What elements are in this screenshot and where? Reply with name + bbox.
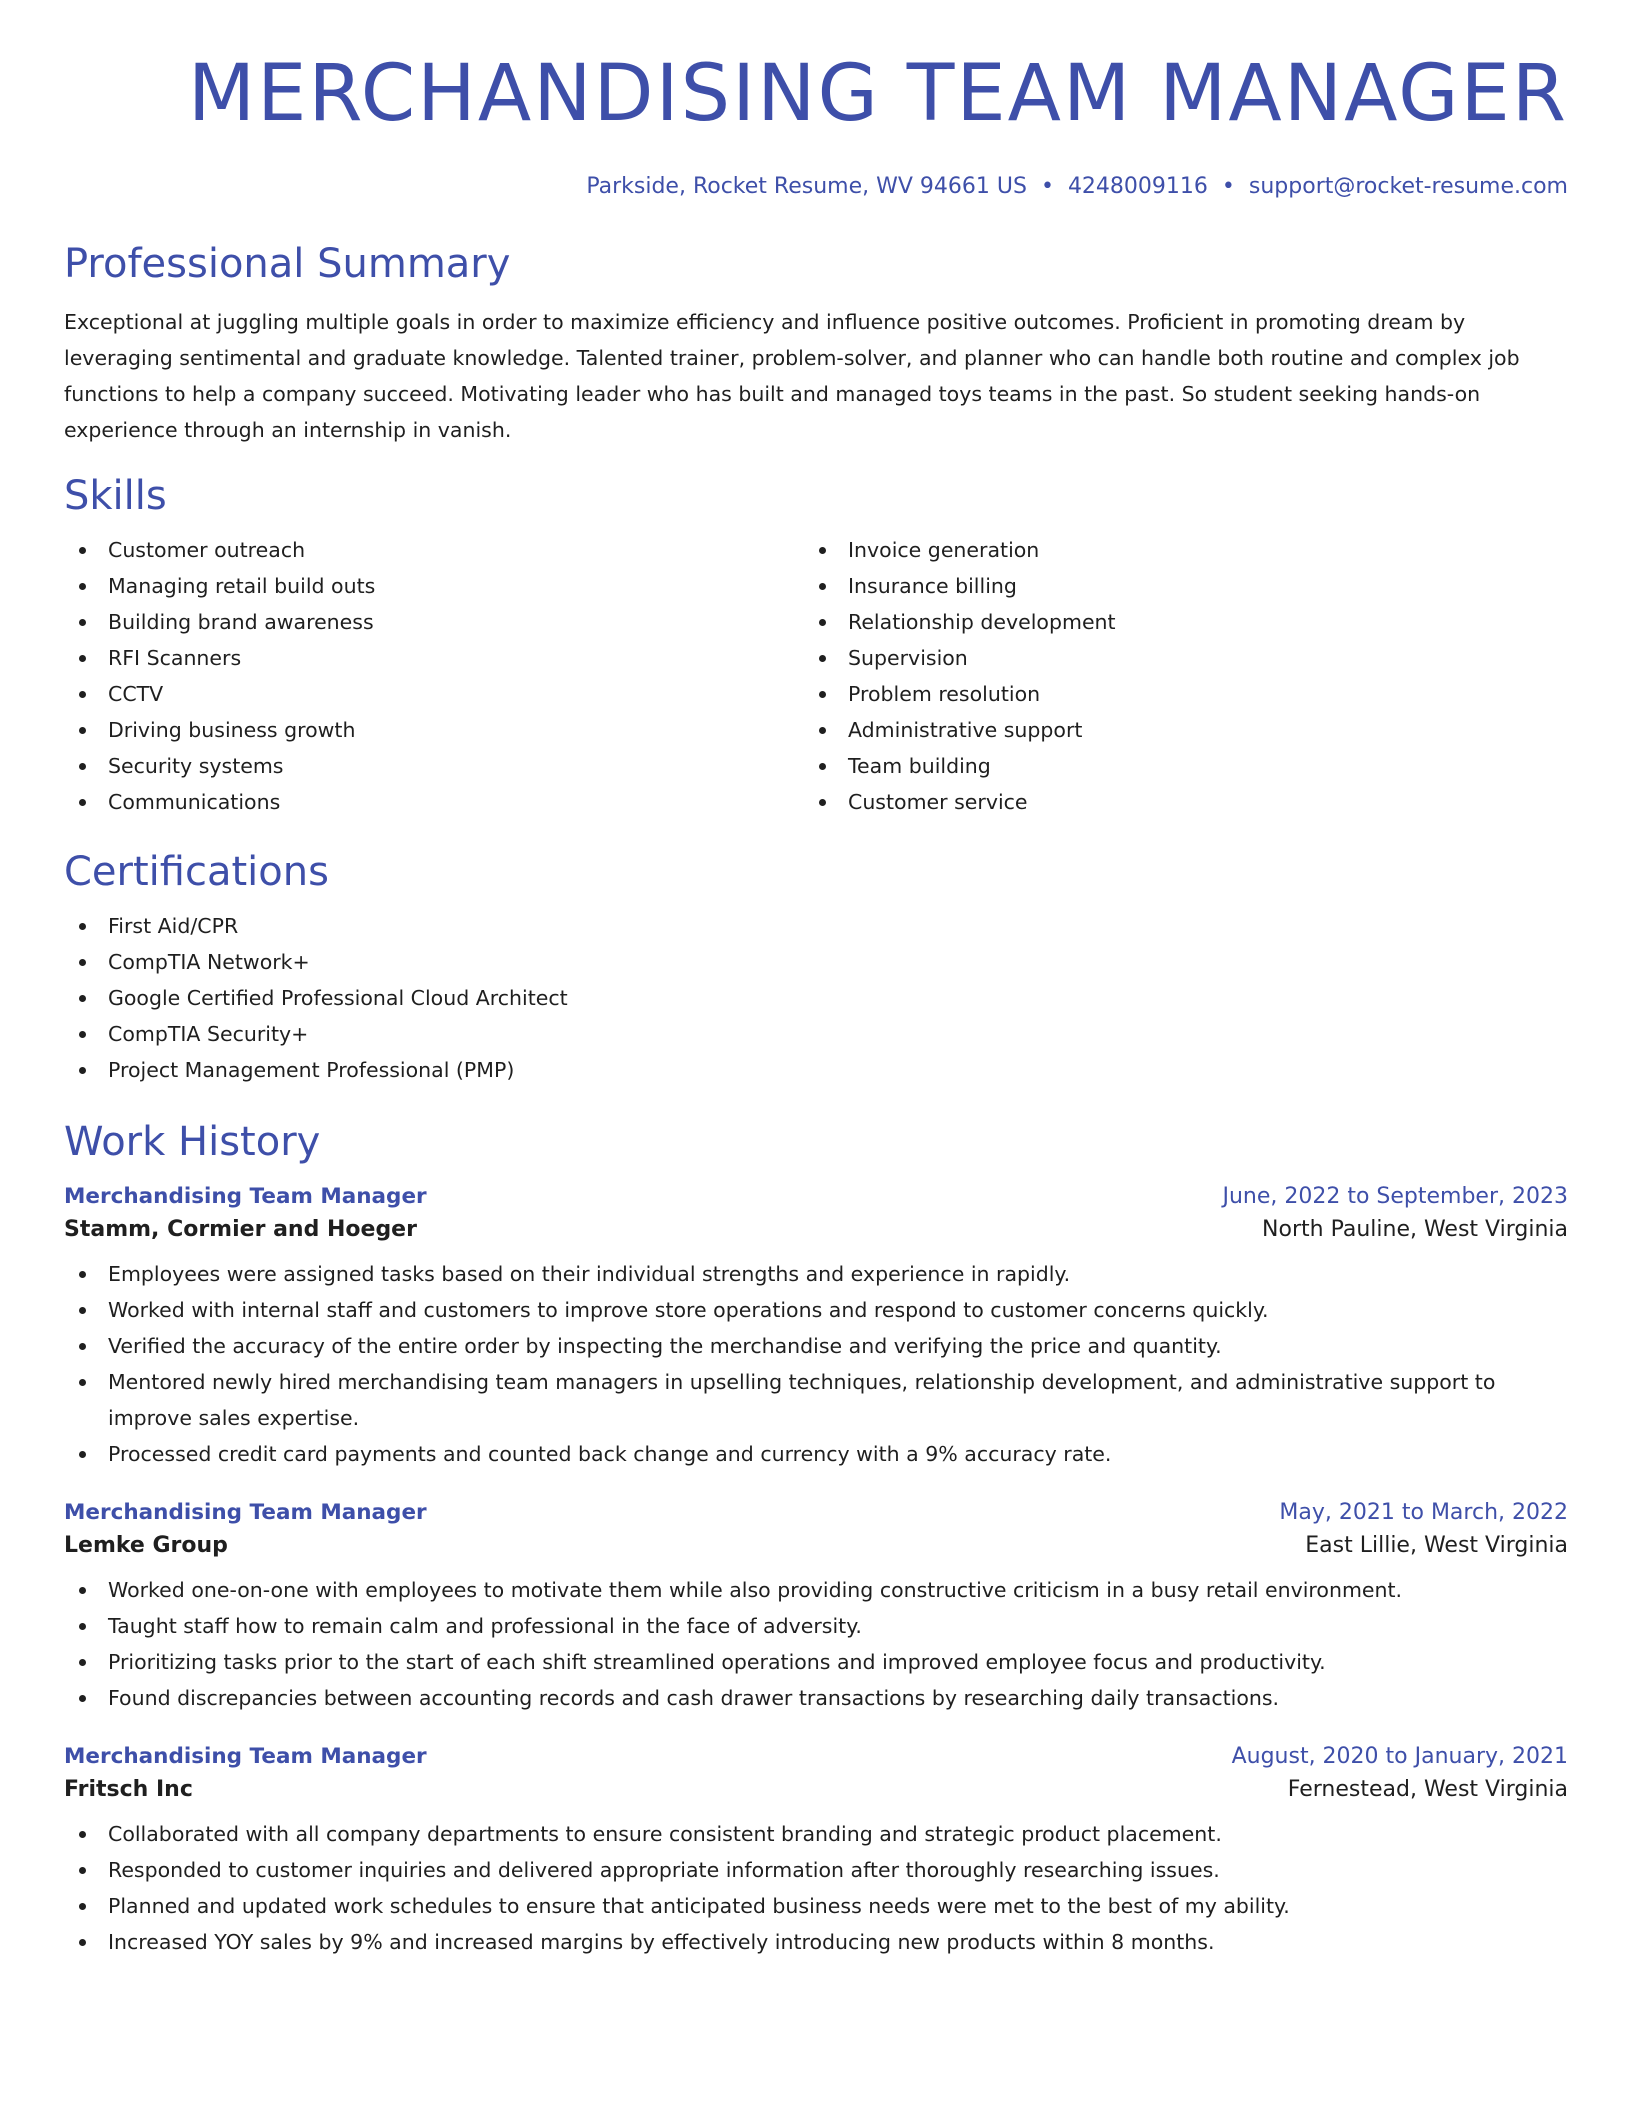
job-title: Merchandising Team Manager	[64, 1184, 427, 1210]
job-location: North Pauline, West Virginia	[1262, 1217, 1568, 1243]
job-bullet: Worked one-on-one with employees to motivate them while also providing constructive criticism in a busy retail environment.	[64, 1572, 1568, 1608]
section-title-work-history: Work History	[64, 1119, 321, 1166]
section-title-summary: Professional Summary	[64, 241, 511, 288]
certification-item: First Aid/CPR	[64, 908, 1568, 944]
contact-address: Parkside, Rocket Resume, WV 94661 US	[586, 173, 1027, 199]
skill-item: Problem resolution	[804, 676, 1544, 712]
summary-text: Exceptional at juggling multiple goals in order to maximize efficiency and influence positive outcomes. Proficient in promoting dream by leveraging sentimental and graduate knowledge. Talented trainer, problem-solver, and planner who can handle both routine and complex job functions to help a company succeed. Motivating leader who has built and managed toys teams in the past. So student seeking hands-on experience through an internship in vanish.	[64, 310, 1520, 443]
certification-item: Project Management Professional (PMP)	[64, 1052, 1568, 1088]
skill-item: Building brand awareness	[64, 604, 804, 640]
skill-item: Driving business growth	[64, 712, 804, 748]
job-location: Fernestead, West Virginia	[1287, 1777, 1568, 1803]
contact-email: support@rocket-resume.com	[1248, 173, 1568, 199]
job-title: Merchandising Team Manager	[64, 1744, 427, 1770]
certifications-list	[64, 908, 1568, 1088]
job-company: Stamm, Cormier and Hoeger	[64, 1217, 417, 1243]
skill-item: Security systems	[64, 748, 804, 784]
skill-item: Supervision	[804, 640, 1544, 676]
skill-item: Team building	[804, 748, 1544, 784]
contact-line	[64, 174, 1568, 200]
summary-section	[64, 242, 1568, 448]
job-company-row	[64, 1217, 1568, 1242]
job-bullet: Collaborated with all company departments to ensure consistent branding and strategic product placement.	[64, 1816, 1568, 1852]
skills-section	[64, 474, 1568, 820]
skill-item: CCTV	[64, 676, 804, 712]
job-bullet: Planned and updated work schedules to ensure that anticipated business needs were met to the best of my ability.	[64, 1888, 1568, 1924]
skill-item: Customer service	[804, 784, 1544, 820]
skill-item: RFI Scanners	[64, 640, 804, 676]
section-title-skills: Skills	[64, 473, 167, 520]
job-company-row	[64, 1533, 1568, 1558]
job-title: Merchandising Team Manager	[64, 1500, 427, 1526]
skills-list-right	[804, 532, 1544, 820]
job-bullet: Found discrepancies between accounting records and cash drawer transactions by researching daily transactions.	[64, 1680, 1568, 1716]
job-entry	[64, 1184, 1568, 1472]
skill-item: Customer outreach	[64, 532, 804, 568]
job-company-row	[64, 1777, 1568, 1802]
job-header-row	[64, 1500, 1568, 1525]
candidate-name: MERCHANDISING TEAM MANAGER	[187, 49, 1568, 139]
job-entry	[64, 1500, 1568, 1716]
section-title-certifications: Certifications	[64, 849, 329, 896]
skill-item: Invoice generation	[804, 532, 1544, 568]
job-header-row	[64, 1184, 1568, 1209]
job-bullet: Employees were assigned tasks based on their individual strengths and experience in rapidly.	[64, 1256, 1568, 1292]
job-company: Lemke Group	[64, 1533, 228, 1559]
skills-list-left	[64, 532, 804, 820]
contact-phone: 4248009116	[1067, 173, 1208, 199]
job-bullet: Responded to customer inquiries and delivered appropriate information after thoroughly researching issues.	[64, 1852, 1568, 1888]
skill-item: Insurance billing	[804, 568, 1544, 604]
job-bullet: Mentored newly hired merchandising team managers in upselling techniques, relationship development, and administrative support to improve sales expertise.	[64, 1364, 1568, 1436]
work-history-section	[64, 1120, 1568, 1960]
resume-header	[64, 0, 1568, 200]
contact-separator: •	[1221, 173, 1235, 199]
job-dates: June, 2022 to September, 2023	[1222, 1184, 1568, 1210]
job-bullet: Increased YOY sales by 9% and increased margins by effectively introducing new products within 8 months.	[64, 1924, 1568, 1960]
job-dates: May, 2021 to March, 2022	[1279, 1500, 1568, 1526]
certification-item: CompTIA Security+	[64, 1016, 1568, 1052]
certification-item: Google Certified Professional Cloud Architect	[64, 980, 1568, 1016]
job-entry	[64, 1744, 1568, 1960]
job-bullets	[64, 1256, 1568, 1472]
job-header-row	[64, 1744, 1568, 1769]
job-bullet: Worked with internal staff and customers to improve store operations and respond to customer concerns quickly.	[64, 1292, 1568, 1328]
job-location: East Lillie, West Virginia	[1305, 1533, 1568, 1559]
job-company: Fritsch Inc	[64, 1777, 193, 1803]
job-bullets	[64, 1816, 1568, 1960]
job-dates: August, 2020 to January, 2021	[1231, 1744, 1568, 1770]
certification-item: CompTIA Network+	[64, 944, 1568, 980]
skill-item: Relationship development	[804, 604, 1544, 640]
job-bullet: Processed credit card payments and counted back change and currency with a 9% accuracy rate.	[64, 1436, 1568, 1472]
contact-separator: •	[1040, 173, 1054, 199]
job-bullet: Taught staff how to remain calm and professional in the face of adversity.	[64, 1608, 1568, 1644]
skill-item: Communications	[64, 784, 804, 820]
skill-item: Managing retail build outs	[64, 568, 804, 604]
skill-item: Administrative support	[804, 712, 1544, 748]
job-bullet: Prioritizing tasks prior to the start of each shift streamlined operations and improved employee focus and productivity.	[64, 1644, 1568, 1680]
certifications-section	[64, 850, 1568, 1088]
job-bullet: Verified the accuracy of the entire order by inspecting the merchandise and verifying the price and quantity.	[64, 1328, 1568, 1364]
job-bullets	[64, 1572, 1568, 1716]
skills-grid	[64, 532, 1568, 820]
